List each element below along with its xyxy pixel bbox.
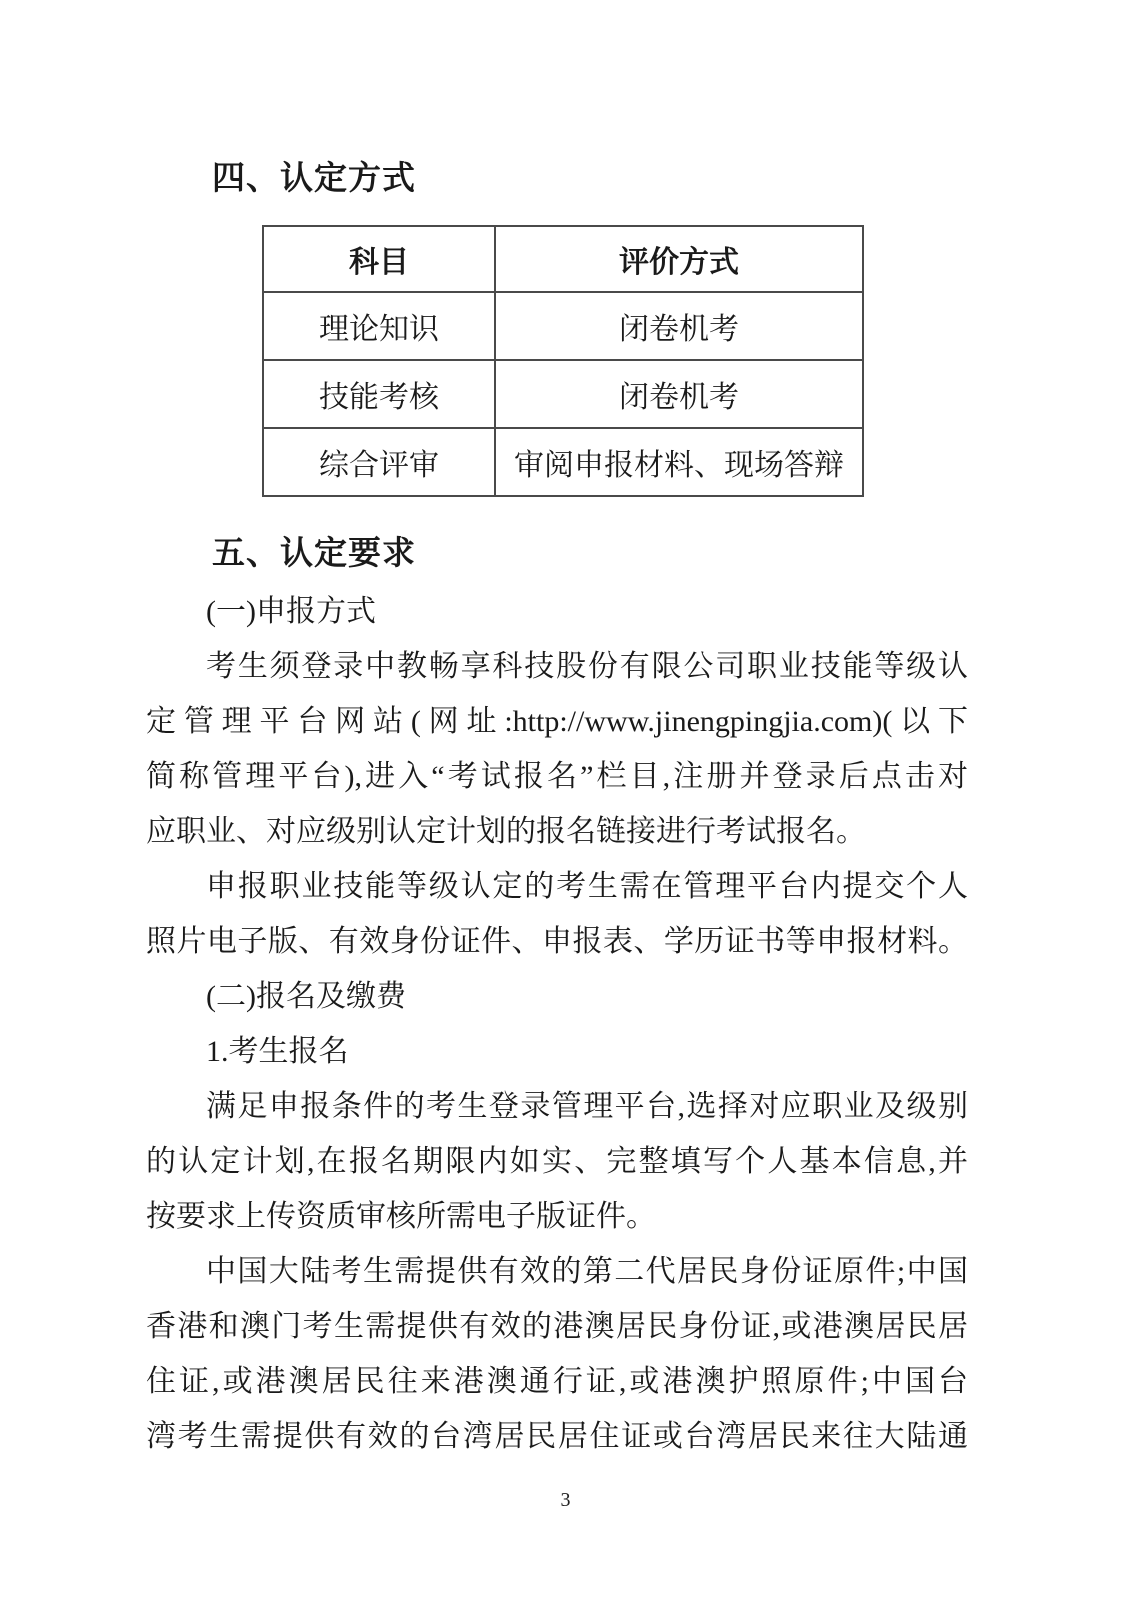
table-row (263, 360, 863, 428)
evaluation-method-table (262, 225, 864, 497)
table-cell-method: 审阅申报材料、现场答辩 (495, 428, 863, 496)
paragraph-line: 定管理平台网站(网址:http://www.jinengpingjia.com)(以下 (146, 705, 968, 738)
paragraph-line: 香港和澳门考生需提供有效的港澳居民身份证,或港澳居民居 (146, 1310, 968, 1343)
section-5-heading: 五、认定要求 (212, 534, 416, 571)
paragraph-line: 按要求上传资质审核所需电子版证件。 (146, 1200, 656, 1233)
table-cell-method: 闭卷机考 (495, 292, 863, 360)
table-cell-subject: 综合评审 (263, 428, 495, 496)
paragraph-line: 中国大陆考生需提供有效的第二代居民身份证原件;中国 (206, 1255, 968, 1288)
table-cell-method: 闭卷机考 (495, 360, 863, 428)
paragraph-line: 的认定计划,在报名期限内如实、完整填写个人基本信息,并 (146, 1145, 968, 1178)
paragraph-line: 简称管理平台),进入“考试报名”栏目,注册并登录后点击对 (146, 760, 968, 793)
table-header-method: 评价方式 (495, 226, 863, 292)
paragraph-line: 申报职业技能等级认定的考生需在管理平台内提交个人 (206, 870, 968, 903)
table-cell-subject: 理论知识 (263, 292, 495, 360)
paragraph-line: 应职业、对应级别认定计划的报名链接进行考试报名。 (146, 815, 866, 848)
paragraph-line: 住证,或港澳居民往来港澳通行证,或港澳护照原件;中国台 (146, 1365, 968, 1398)
table-row (263, 428, 863, 496)
table-header-subject: 科目 (263, 226, 495, 292)
paragraph-line: 满足申报条件的考生登录管理平台,选择对应职业及级别 (206, 1090, 968, 1123)
paragraph-line: 照片电子版、有效身份证件、申报表、学历证书等申报材料。 (146, 925, 968, 958)
page-number: 3 (560, 1489, 571, 1511)
table-header-row (263, 226, 863, 292)
subsection-1-title: (一)申报方式 (206, 595, 376, 628)
paragraph-line: 湾考生需提供有效的台湾居民居住证或台湾居民来往大陆通 (146, 1420, 968, 1453)
section-4-heading: 四、认定方式 (212, 159, 416, 196)
section-5-body (146, 584, 968, 1464)
table-row (263, 292, 863, 360)
subsection-2-item-1-title: 1.考生报名 (206, 1035, 349, 1068)
subsection-2-title: (二)报名及缴费 (206, 980, 406, 1013)
paragraph-line: 考生须登录中教畅享科技股份有限公司职业技能等级认 (206, 650, 968, 683)
table-cell-subject: 技能考核 (263, 360, 495, 428)
